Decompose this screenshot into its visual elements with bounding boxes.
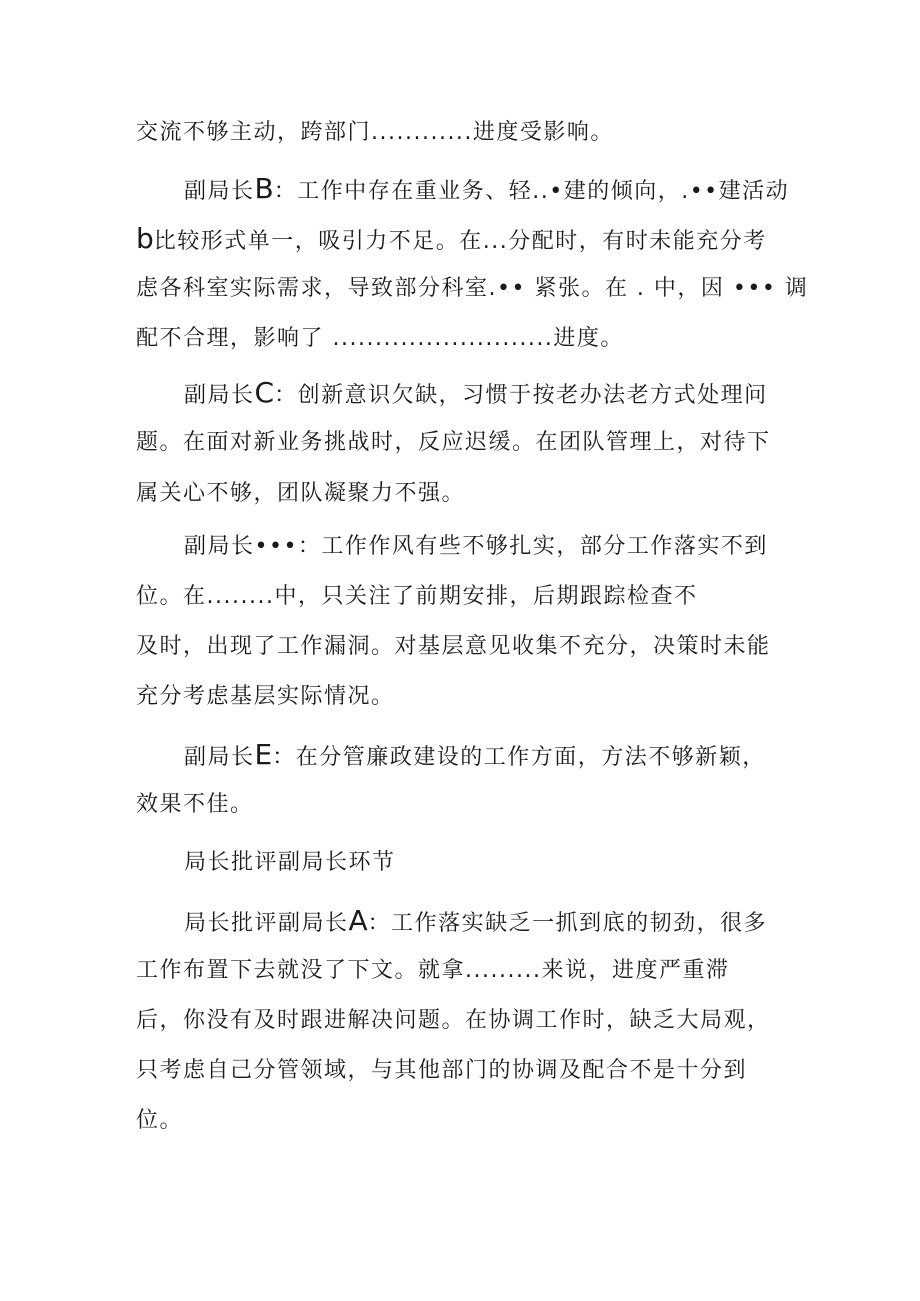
section-heading bbox=[184, 850, 396, 876]
text-span: ：工作落实缺乏一抓到底的韧劲，很多 bbox=[367, 911, 768, 936]
paragraph-line bbox=[136, 584, 697, 610]
letter-mark: E bbox=[254, 738, 273, 771]
text-span: 副局长 bbox=[184, 745, 255, 770]
paragraph-line bbox=[136, 430, 771, 456]
paragraph-line bbox=[136, 1058, 747, 1084]
text-span: 副局长 bbox=[184, 383, 255, 408]
paragraph-line bbox=[136, 222, 767, 255]
text-span: 副局长 bbox=[184, 179, 255, 204]
letter-mark: B bbox=[254, 172, 274, 205]
text-span: 效果不佳。 bbox=[136, 792, 254, 817]
text-span: 工作布置下去就没了下文。就拿.........来说，进度严重滞 bbox=[136, 958, 730, 983]
paragraph-line bbox=[184, 904, 768, 937]
text-span: 只考虑自己分管领域，与其他部门的协调及配合不是十分到 bbox=[136, 1058, 748, 1083]
letter-mark: C bbox=[254, 376, 275, 409]
text-span: 位。 bbox=[136, 1108, 184, 1133]
paragraph-line bbox=[184, 738, 766, 771]
text-span: 虑各科室实际需求，导致部分科室.•• 紧张。在 . 中，因 ••• 调 bbox=[136, 276, 809, 301]
text-span: 交流不够主动，跨部门............进度受影响。 bbox=[136, 120, 614, 145]
text-span: ：在分管廉政建设的工作方面，方法不够新颖， bbox=[272, 745, 766, 770]
paragraph-line bbox=[136, 958, 729, 984]
text-span: 局长批评副局长环节 bbox=[184, 850, 396, 875]
letter-mark: A bbox=[348, 904, 368, 937]
letter-mark: b bbox=[136, 222, 154, 255]
paragraph-line bbox=[184, 172, 790, 205]
text-span: 属关心不够，团队凝聚力不强。 bbox=[136, 481, 466, 506]
paragraph-line bbox=[136, 276, 808, 302]
text-span: 充分考虑基层实际情况。 bbox=[136, 684, 395, 709]
text-span: 副局长•••：工作作风有些不够扎实，部分工作落实不到 bbox=[184, 534, 768, 559]
text-span: 配不合理，影响了 ..........................进度。 bbox=[136, 326, 624, 351]
paragraph-line bbox=[184, 376, 768, 409]
text-span: ：工作中存在重业务、轻..•建的倾向，.••建活动 bbox=[273, 179, 790, 204]
text-span: ：创新意识欠缺，习惯于按老办法老方式处理问 bbox=[274, 383, 768, 408]
paragraph-line bbox=[136, 634, 771, 660]
text-span: 及时，出现了工作漏洞。对基层意见收集不充分，决策时未能 bbox=[136, 634, 771, 659]
text-span: 题。在面对新业务挑战时，反应迟缓。在团队管理上，对待下 bbox=[136, 430, 771, 455]
text-span: 比较形式单一，吸引力不足。在...分配时，有时未能充分考 bbox=[153, 229, 767, 254]
paragraph-line bbox=[136, 326, 624, 352]
paragraph-line bbox=[136, 1108, 183, 1134]
paragraph-line bbox=[136, 481, 465, 507]
text-span: 后，你没有及时跟进解决问题。在协调工作时，缺乏大局观， bbox=[136, 1008, 771, 1033]
text-span: 位。在........中，只关注了前期安排，后期跟踪检查不 bbox=[136, 584, 698, 609]
paragraph-line bbox=[136, 792, 254, 818]
paragraph-line bbox=[136, 120, 614, 146]
paragraph-line bbox=[136, 684, 395, 710]
paragraph-line bbox=[136, 1008, 771, 1034]
paragraph-line bbox=[184, 534, 768, 560]
text-span: 局长批评副局长 bbox=[184, 911, 349, 936]
